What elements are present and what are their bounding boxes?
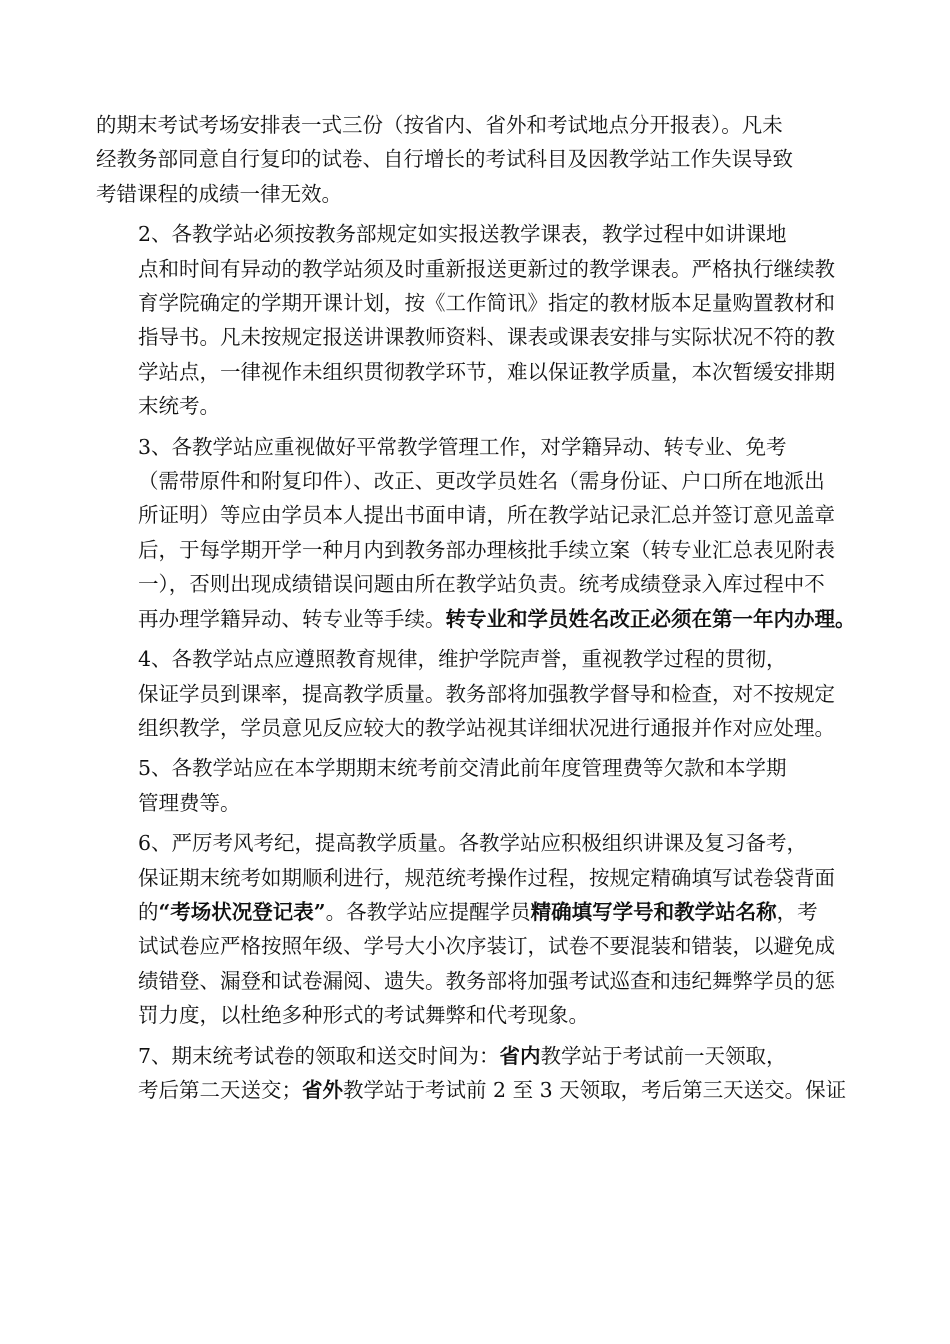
text-line (96, 142, 866, 176)
text-segment: 所证明）等应由学员本人提出书面申请，所在教学站记录汇总并签订意见盖章 (138, 503, 835, 528)
text-segment: 育学院确定的学期开课计划，按《工作简讯》指定的教材版本足量购置教材和 (138, 291, 835, 316)
text-line (96, 108, 866, 142)
text-line (96, 998, 866, 1032)
text-line (96, 464, 866, 498)
text-line (96, 711, 866, 745)
text-segment: 末统考。 (138, 394, 220, 419)
text-segment: 。各教学站应提醒学员 (325, 899, 531, 924)
document-body (96, 108, 866, 1113)
paragraph-p6 (96, 826, 866, 1032)
paragraph-p5 (96, 751, 866, 820)
bold-text-segment: 省外 (302, 1077, 343, 1102)
text-segment: 教学站于考试前 2 至 3 天领取，考后第三天送交。保证 (343, 1077, 847, 1102)
text-line (96, 430, 866, 464)
text-segment: 4、各教学站点应遵照教育规律，维护学院声誉，重视教学过程的贯彻， (138, 647, 787, 672)
text-segment: 再办理学籍异动、转专业等手续。 (138, 606, 446, 631)
text-line (96, 389, 866, 423)
text-line (96, 567, 866, 601)
text-line (96, 964, 866, 998)
text-segment: 指导书。凡未按规定报送讲课教师资料、课表或课表安排与实际状况不符的教 (138, 325, 835, 350)
text-line (96, 286, 866, 320)
text-segment: 7、期末统考试卷的领取和送交时间为： (138, 1043, 500, 1068)
text-segment: 组织教学，学员意见反应较大的教学站视其详细状况进行通报并作对应处理。 (138, 715, 835, 740)
paragraph-p0 (96, 108, 866, 211)
text-line (96, 826, 866, 860)
text-segment: 绩错登、漏登和试卷漏阅、遗失。教务部将加强考试巡查和违纪舞弊学员的惩 (138, 968, 835, 993)
text-segment: 保证学员到课率，提高教学质量。教务部将加强教学督导和检查，对不按规定 (138, 681, 835, 706)
text-line (96, 602, 866, 636)
text-line (96, 642, 866, 676)
text-segment: （需带原件和附复印件）、改正、更改学员姓名（需身份证、户口所在地派出 (138, 469, 825, 494)
text-line (96, 252, 866, 286)
text-segment: 6、严厉考风考纪，提高教学质量。各教学站应积极组织讲课及复习备考， (138, 831, 808, 856)
text-segment: 管理费等。 (138, 790, 241, 815)
paragraph-p4 (96, 642, 866, 745)
text-line (96, 1073, 866, 1107)
text-line (96, 929, 866, 963)
text-line (96, 320, 866, 354)
text-segment: 的 (138, 899, 159, 924)
text-line (96, 677, 866, 711)
text-segment: 点和时间有异动的教学站须及时重新报送更新过的教学课表。严格执行继续教 (138, 256, 835, 281)
text-segment: 学站点，一律视作未组织贯彻教学环节，难以保证教学质量，本次暂缓安排期 (138, 359, 835, 384)
text-line (96, 751, 866, 785)
text-segment: 的期末考试考场安排表一式三份（按省内、省外和考试地点分开报表）。凡未 (96, 113, 783, 137)
text-line (96, 861, 866, 895)
text-line (96, 498, 866, 532)
text-segment: 5、各教学站应在本学期期末统考前交清此前年度管理费等欠款和本学期 (138, 756, 787, 781)
text-segment: 罚力度，以杜绝多种形式的考试舞弊和代考现象。 (138, 1003, 589, 1028)
text-line (96, 786, 866, 820)
text-segment: 一），否则出现成绩错误问题由所在教学站负责。统考成绩登录入库过程中不 (138, 572, 825, 597)
text-line (96, 895, 866, 929)
bold-text-segment: 转专业和学员姓名改正必须在第一年内办理。 (445, 606, 856, 631)
paragraph-p3 (96, 430, 866, 636)
text-segment: 教学站于考试前一天领取， (540, 1043, 787, 1068)
text-line (96, 355, 866, 389)
text-segment: 3、各教学站应重视做好平常教学管理工作，对学籍异动、转专业、免考 (138, 434, 787, 459)
bold-text-segment: 省内 (499, 1043, 541, 1068)
text-segment: 试试卷应严格按照年级、学号大小次序装订，试卷不要混装和错装，以避免成 (138, 934, 835, 959)
text-segment: 2、各教学站必须按教务部规定如实报送教学课表，教学过程中如讲课地 (138, 222, 787, 247)
text-line (96, 177, 866, 211)
text-line (96, 533, 866, 567)
paragraph-p7 (96, 1039, 866, 1108)
text-segment: 考错课程的成绩一律无效。 (96, 181, 342, 206)
text-segment: 保证期末统考如期顺利进行，规范统考操作过程，按规定精确填写试卷袋背面 (138, 865, 835, 890)
bold-text-segment: “考场状况登记表” (158, 899, 326, 924)
text-segment: ，考 (776, 899, 818, 924)
text-segment: 考后第二天送交； (138, 1077, 302, 1102)
paragraph-p2 (96, 217, 866, 423)
text-segment: 经教务部同意自行复印的试卷、自行增长的考试科目及因教学站工作失误导致 (96, 147, 793, 172)
bold-text-segment: 精确填写学号和教学站名称 (530, 899, 777, 924)
text-segment: 后，于每学期开学一种月内到教务部办理核批手续立案（转专业汇总表见附表 (138, 537, 835, 562)
text-line (96, 217, 866, 251)
text-line (96, 1039, 866, 1073)
